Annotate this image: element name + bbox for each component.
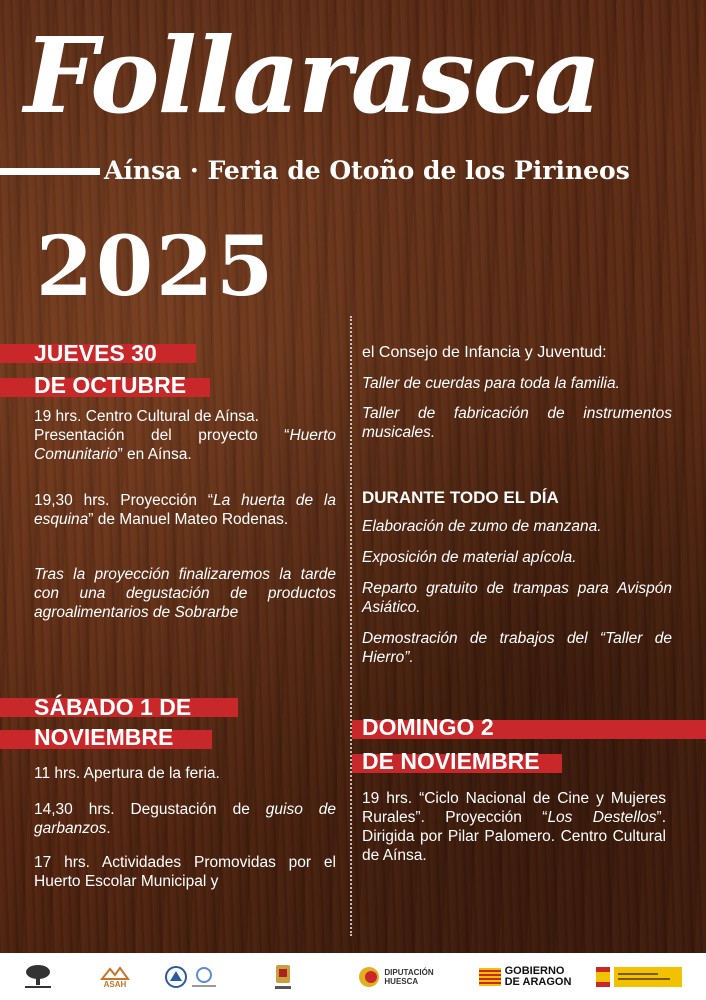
day-label-line1: JUEVES 30 <box>34 340 157 366</box>
event-sunday-1 <box>362 789 666 865</box>
aragon-line1: GOBIERNO <box>504 965 565 977</box>
all-day-2 <box>362 548 672 567</box>
event-text: Demostración de trabajos del “ <box>362 630 606 647</box>
event-title: La huerta de la esquina <box>34 492 336 528</box>
event-saturday-3 <box>34 853 336 891</box>
event-text: 11 hrs. Apertura de la feria. <box>34 765 220 782</box>
event-text: 19 hrs. “Ciclo Nacional de Cine y Mujeres Rurales”. Proyección “ <box>362 790 666 826</box>
day-label-line1: SÁBADO 1 DE <box>34 694 192 720</box>
day-header-saturday <box>0 694 240 754</box>
all-day-4 <box>362 629 672 667</box>
event-text: 17 hrs. Actividades Promovidas por el Huerto Escolar Municipal y <box>34 854 336 890</box>
poster-year: 2025 <box>36 219 277 315</box>
event-text: ”. Dirigida por Pilar Palomero. Centro Cultural de Aínsa. <box>362 809 667 864</box>
event-text: ” de Manuel Mateo Rodenas. <box>88 511 289 528</box>
poster-subtitle: Aínsa · Feria de Otoño de los Pirineos <box>104 156 630 185</box>
event-title: guiso de garbanzos <box>34 801 336 837</box>
event-text: Tras la proyección finalizaremos la tarde con una degustación de productos agroalimentarios de Sobrarbe <box>34 566 336 621</box>
gobierno-aragon-logo <box>470 961 580 993</box>
event-text: Elaboración de zumo de manzana. <box>362 518 602 535</box>
day-label-line2: NOVIEMBRE <box>34 724 174 750</box>
event-time: 19 hrs. Centro Cultural de Aínsa. <box>34 408 259 425</box>
day-label-line2: DE NOVIEMBRE <box>362 748 540 774</box>
partner-logo-icon <box>160 961 220 993</box>
asah-logo-text: ASAH <box>103 979 127 989</box>
municipal-crest-icon <box>268 961 298 993</box>
sponsor-footer <box>0 953 706 1000</box>
event-text: el Consejo de Infancia y Juventud: <box>362 344 607 361</box>
column-divider <box>350 316 352 936</box>
event-text: Reparto gratuito de trampas para Avispón Asiático. <box>362 580 672 616</box>
event-text: ”. <box>404 649 414 666</box>
all-day-3 <box>362 579 672 617</box>
event-time: 14,30 hrs. Degustación de <box>34 801 266 818</box>
event-text: Exposición de material apícola. <box>362 549 577 566</box>
day-label-line2: DE OCTUBRE <box>34 372 187 398</box>
poster-title: Follarasca <box>24 14 600 137</box>
diputacion-huesca-logo <box>356 961 436 993</box>
event-saturday-1 <box>34 764 336 783</box>
event-text: . <box>106 820 111 837</box>
all-day-heading: DURANTE TODO EL DÍA <box>362 488 559 507</box>
continued-line <box>362 343 672 362</box>
workshop-1 <box>362 374 672 393</box>
event-thursday-1 <box>34 407 336 464</box>
tree-logo-icon <box>18 961 58 991</box>
day-label-line1: DOMINGO 2 <box>362 714 494 740</box>
event-thursday-2 <box>34 491 336 529</box>
event-saturday-2 <box>34 800 336 838</box>
all-day-1 <box>362 517 672 536</box>
event-text: Presentación del proyecto “ <box>34 427 290 444</box>
aragon-text <box>505 966 572 988</box>
event-title: Taller de Hierro <box>362 630 672 666</box>
diputacion-line1: DIPUTACIÓN <box>384 968 434 977</box>
workshop-2 <box>362 404 672 442</box>
event-title: Los Destellos <box>547 809 657 826</box>
event-time: 19,30 hrs. Proyección “ <box>34 492 213 509</box>
event-text: Taller de cuerdas para toda la familia. <box>362 375 620 392</box>
aragon-line2: DE ARAGON <box>504 976 572 988</box>
asah-logo <box>90 961 140 993</box>
event-title: Huerto Comunitario <box>34 427 336 463</box>
diputacion-line2: HUESCA <box>384 977 419 986</box>
event-text: ” en Aínsa. <box>117 446 192 463</box>
subtitle-rule <box>0 168 100 175</box>
day-header-thursday <box>0 340 210 400</box>
event-thursday-3 <box>34 565 336 622</box>
event-text: Taller de fabricación de instrumentos musicales. <box>362 405 672 441</box>
day-header-sunday <box>352 714 706 778</box>
diputacion-text <box>384 968 433 986</box>
ministerio-logo-icon <box>594 961 684 993</box>
